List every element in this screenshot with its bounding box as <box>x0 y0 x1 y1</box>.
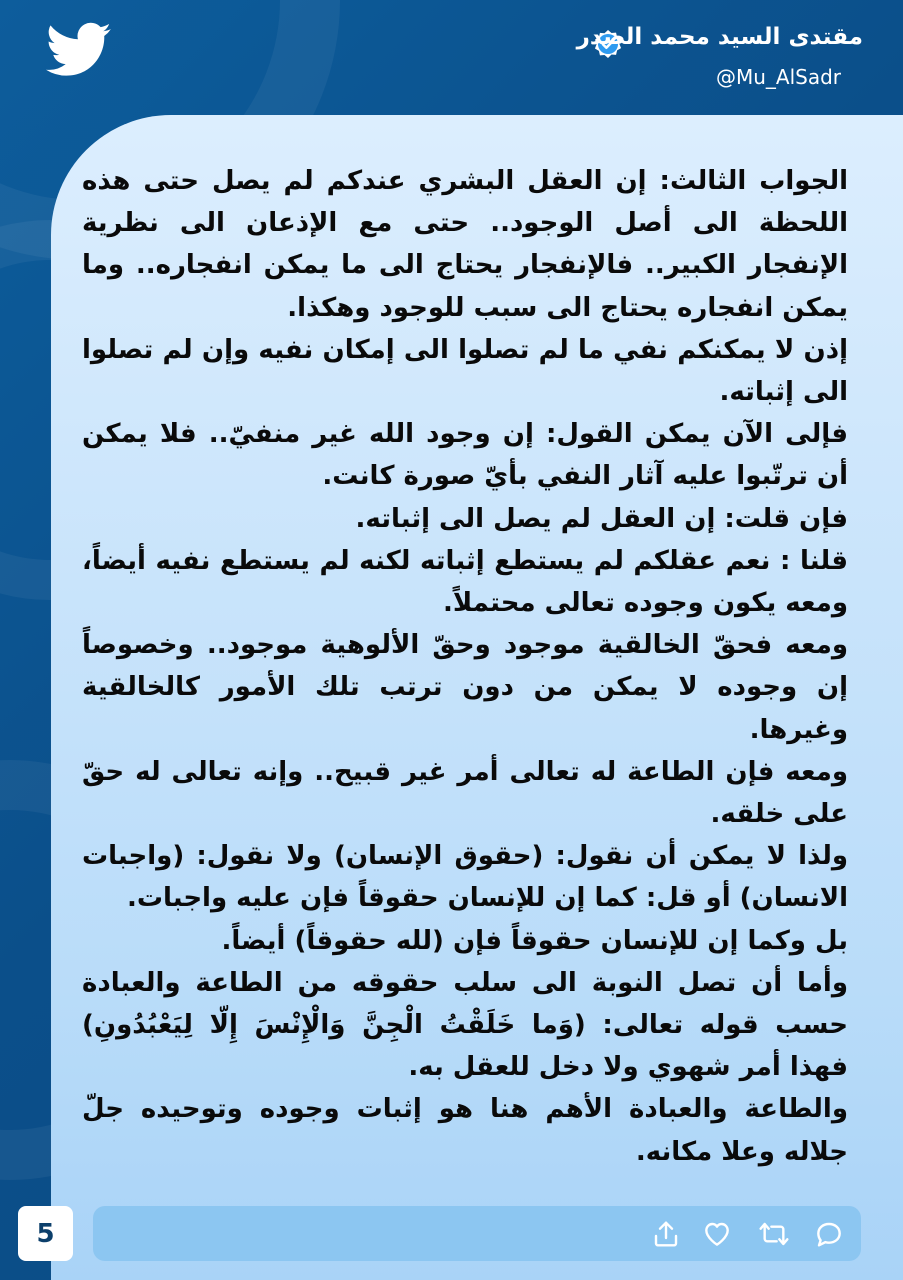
like-icon[interactable] <box>700 1218 734 1250</box>
twitter-bird-icon <box>46 22 112 78</box>
post-paragraph: والطاعة والعبادة الأهم هنا هو إثبات وجوده وتوحيده جلّ جلاله وعلا مكانه. <box>82 1094 848 1167</box>
post-paragraph: ولذا لا يمكن أن نقول: (حقوق الإنسان) ولا نقول: (واجبات الانسان) أو قل: كما إن للإنسان حقوقاً فإن عليه واجبات. <box>82 841 848 914</box>
account-handle[interactable]: @Mu_AlSadr <box>715 65 841 89</box>
post-paragraph: ومعه فحقّ الخالقية موجود وحقّ الألوهية موجود.. وخصوصاً إن وجوده لا يمكن من دون ترتب تلك الأمور كالخالقية وغيرها. <box>82 630 848 745</box>
post-paragraph: ومعه فإن الطاعة له تعالى أمر غير قبيح.. وإنه تعالى له حقّ على خلقه. <box>82 756 848 830</box>
post-action-bar <box>93 1206 861 1261</box>
post-body <box>82 160 848 1173</box>
post-header <box>0 0 903 115</box>
post-paragraph: إذن لا يمكنكم نفي ما لم تصلوا الى إمكان نفيه وإن لم تصلوا الى إثباته. <box>82 334 848 408</box>
account-name[interactable]: مقتدى السيد محمد الصدر <box>576 24 863 50</box>
reply-icon[interactable] <box>812 1218 846 1250</box>
share-icon[interactable] <box>649 1218 683 1250</box>
post-paragraph: فإن قلت: إن العقل لم يصل الى إثباته. <box>355 503 848 534</box>
retweet-icon[interactable] <box>757 1218 791 1250</box>
post-lead: الجواب الثالث: <box>659 166 848 196</box>
post-paragraph <box>82 160 848 329</box>
post-paragraph: فإلى الآن يمكن القول: إن وجود الله غير منفيّ.. فلا يمكن أن ترتّبوا عليه آثار النفي بأيّ صورة كانت. <box>82 419 848 492</box>
post-paragraph: وأما أن تصل النوبة الى سلب حقوقه من الطاعة والعبادة حسب قوله تعالى: (وَما خَلَقْتُ الْجِنَّ وَالْإِنْسَ إِلّا لِيَعْبُدُونِ) فهذا أمر شهوي ولا دخل للعقل به. <box>82 967 848 1083</box>
post-paragraph: بل وكما إن للإنسان حقوقاً فإن (لله حقوقاً) أيضاً. <box>221 925 848 956</box>
post-paragraph: قلنا : نعم عقلكم لم يستطع إثباته لكنه لم يستطع نفيه أيضاً، ومعه يكون وجوده تعالى محتملاً. <box>82 545 848 619</box>
post-paragraph-text: إن العقل البشري عندكم لم يصل حتى هذه اللحظة الى أصل الوجود.. حتى مع الإذعان الى نظرية الإنفجار الكبير.. فالإنفجار يحتاج الى ما يمكن انفجاره.. وما يمكن انفجاره يحتاج الى سبب للوجود وهكذا. <box>82 166 848 323</box>
page-number: 5 <box>18 1206 73 1261</box>
